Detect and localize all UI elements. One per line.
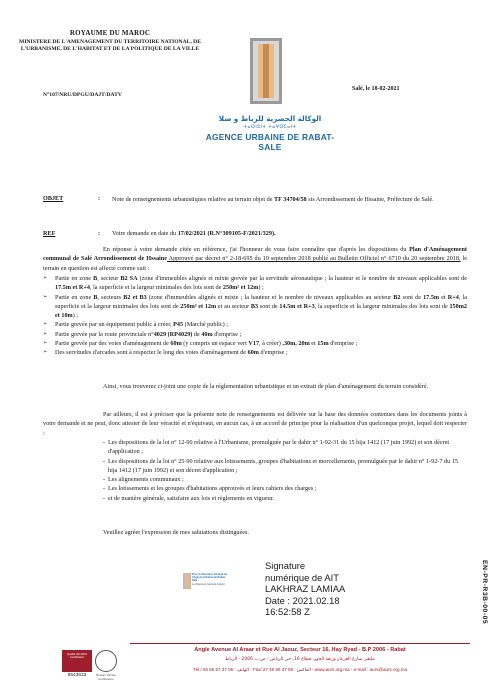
agency-emblem-icon bbox=[248, 38, 284, 106]
paragraph-intro: En réponse à votre demande citée en référence, j'ai l'honneur de vous faire connaître que d'après les dispositions du Plan d'Aménagement communal de Salé Arrondissement de Hssaine Approuvé par décret n° 2-18-695 du 19 septembre 2018 publié au Bulletin Officiel n° 6710 du 20 septembre 2018, le terrain en question est affecté comme suit : bbox=[43, 246, 468, 272]
objet-text: Note de renseignements urbanistiques relative au terrain objet de TF 34704/58 sis Arrondissement de Hssaine, Préfecture de Salé. bbox=[112, 196, 434, 203]
zoning-list bbox=[43, 274, 467, 358]
signature-line: numérique de AIT bbox=[265, 571, 340, 583]
signature-time: 16:52:58 Z bbox=[265, 606, 310, 617]
agency-logo bbox=[205, 38, 335, 153]
seal-emblem-icon bbox=[183, 573, 191, 589]
agency-seal bbox=[183, 570, 229, 610]
certification-logo-icon bbox=[95, 650, 117, 672]
legal-requirement-item: - Les alignements communaux ; bbox=[103, 476, 184, 484]
logo-tifinagh-text: ⵜⴰⵙⵏⵓⵏⵜ ⵜⴰⵖⵔⵎⴰⵏⵜ bbox=[243, 125, 297, 130]
reference-number: N°107/NRU/DPGU/DAJT/DATV bbox=[43, 92, 122, 98]
closing-salutation: Veuillez agréer l'expression de mes salutations distinguées. bbox=[103, 529, 249, 536]
digital-signature bbox=[265, 560, 395, 618]
legal-requirement-item: - Les dispositions de la loi n° 25-90 relative aux lotissements, groupes d'habitations et morcellements, promulguée par le dahir n° 1-92-7 du 15 hija 1412 (17 juin 1992) et son décret d'application ; bbox=[103, 457, 458, 474]
iso-certification-badge: Qualité ISO 9001 Certification bbox=[62, 650, 92, 672]
letter-date: Salé, le 18-02-2021 bbox=[352, 86, 400, 92]
arrow-bullet-icon: ➢ bbox=[43, 340, 48, 347]
arrow-bullet-icon: ➢ bbox=[43, 349, 48, 356]
arrow-bullet-icon: ➢ bbox=[43, 321, 48, 328]
document-code: EN-PR-R3B-00-05 bbox=[481, 560, 488, 625]
ministry-name: MINISTERE DE L'AMENAGEMENT DU TERRITOIRE NATIONAL, DE L'URBANISME, DE L'HABITAT ET DE LA POLITIQUE DE LA VILLE bbox=[19, 39, 201, 52]
ref-text: Votre demande en date du 17/02/2021 (R.N°309105-F/2021/329). bbox=[112, 230, 276, 237]
iso-number: 8543633 bbox=[67, 673, 87, 678]
zoning-item: ➢ Partie grevée par des voies d'aménagement de 60m (y compris un espace vert V17, à créer) ,30m, 20m et 15m d'emprise ; bbox=[43, 340, 358, 348]
seal-subtitle: Le Directeur Général Adjoint bbox=[192, 582, 225, 586]
signature-line: Signature bbox=[265, 560, 306, 571]
logo-french-text: AGENCE URBAINE DE RABAT-SALE bbox=[205, 132, 335, 152]
paragraph-attachment: Ainsi, vous trouverez ci-joint une copie de la réglementation urbanistique et un extrait de plan d'aménagement du terrain considéré. bbox=[103, 383, 429, 390]
legal-requirement-item: - Les dispositions de la loi n° 12-90 relative à l'Urbanisme, promulguée par le dahir n° 1-92-31 du 15 hija 1412 (17 juin 1992) et son décret d'application ; bbox=[103, 439, 450, 456]
seal-title: Pour le Directeur Général de l'Agence Urbaine de Rabat-Salé bbox=[192, 573, 228, 583]
objet-label: OBJET bbox=[43, 195, 64, 202]
zoning-item: ➢ Partie grevée par un équipement public à créer, P45 (Marché public) ; bbox=[43, 321, 228, 329]
legal-requirement-item: - et de manière générale, satisfaire aux lois et règlements en vigueur. bbox=[103, 494, 274, 502]
arrow-bullet-icon: ➢ bbox=[43, 330, 48, 337]
footer-address-ar: ملتقى شارع العرعار وزنقة الجوز، قطاع 16، حي الرياض - ص.ب 2006 - الرباط bbox=[225, 657, 375, 662]
kingdom-name: ROYAUME DU MAROC bbox=[69, 29, 151, 37]
signature-signer: LAKHRAZ LAMIAA bbox=[265, 583, 346, 594]
footer-contact: Tél./ الهاتف : 05 37 57 55 55 - Fax/ الفاكس : 05 37 56 46 27 - www.aurs.org.ma - e-mail : aurs@aurs.org.ma bbox=[192, 667, 408, 672]
footer-divider bbox=[130, 643, 470, 644]
certification-caption: Bureau Veritas Certification bbox=[96, 673, 116, 681]
ministry-header bbox=[10, 30, 210, 53]
legal-requirement-item: - Les lotissements et les groupes d'habitations approuvés et leurs cahiers des charges ; bbox=[103, 485, 317, 493]
arrow-bullet-icon: ➢ bbox=[43, 275, 48, 281]
zoning-item: ➢ Partie grevée par la route provinciale n°4029 (RP4029) de 40m d'emprise ; bbox=[43, 330, 242, 338]
footer-address-fr: Angle Avenue Al Araar et Rue Al Jaouz, Secteur 16, Hay Ryad - B.P 2006 - Rabat bbox=[194, 647, 406, 653]
logo-arabic-text: الوكالة الحضرية للرباط و سلا bbox=[218, 114, 322, 123]
legal-requirements-list bbox=[103, 438, 467, 503]
zoning-item: ➢ Partie en zone B, secteurs B2 et B3 (zone d'immeubles alignés et mixte ; la hauteur et le nombre de niveaux applicables au secteur B2 sont de 17.5m et R+4, la superficie et la largeur minimales des lots sont de 250m² et 12m et au secteur B3 sont de 14.5m et R+3, la superficie et la largeur minimales des lots sont de 150m2 et 10m) ; bbox=[43, 293, 468, 320]
zoning-item: ➢ Partie en zone B, secteur B2 SA (zone d'immeubles alignés et mixte grevée par la servitude aéronautique ; la hauteur et le nombre de niveaux applicables sont de 17.5m et R+4, la superficie et la largeur minimales des lots sont de 250m² et 12m) ; bbox=[43, 275, 468, 292]
arrow-bullet-icon: ➢ bbox=[43, 293, 48, 300]
signature-date: Date : 2021.02.18 bbox=[265, 594, 340, 606]
zoning-item: ➢ Des servitudes d'arcades sont à respecter le long des voies d'aménagement de 60m d'emprise ; bbox=[43, 349, 288, 357]
ref-colon: : bbox=[98, 230, 101, 237]
ref-label: REF bbox=[43, 230, 56, 237]
objet-colon: : bbox=[98, 195, 101, 202]
paragraph-disclaimer: Par ailleurs, il est à préciser que la présente note de renseignements est délivrée sur la base des données contenues dans les documents joints à votre demande et ne peut, donc attester de leur véracité et n'équivaut, en aucun cas, à un accord de principe pour la réalisation d'un quelconque projet, lequel doit respecter : bbox=[43, 411, 467, 437]
